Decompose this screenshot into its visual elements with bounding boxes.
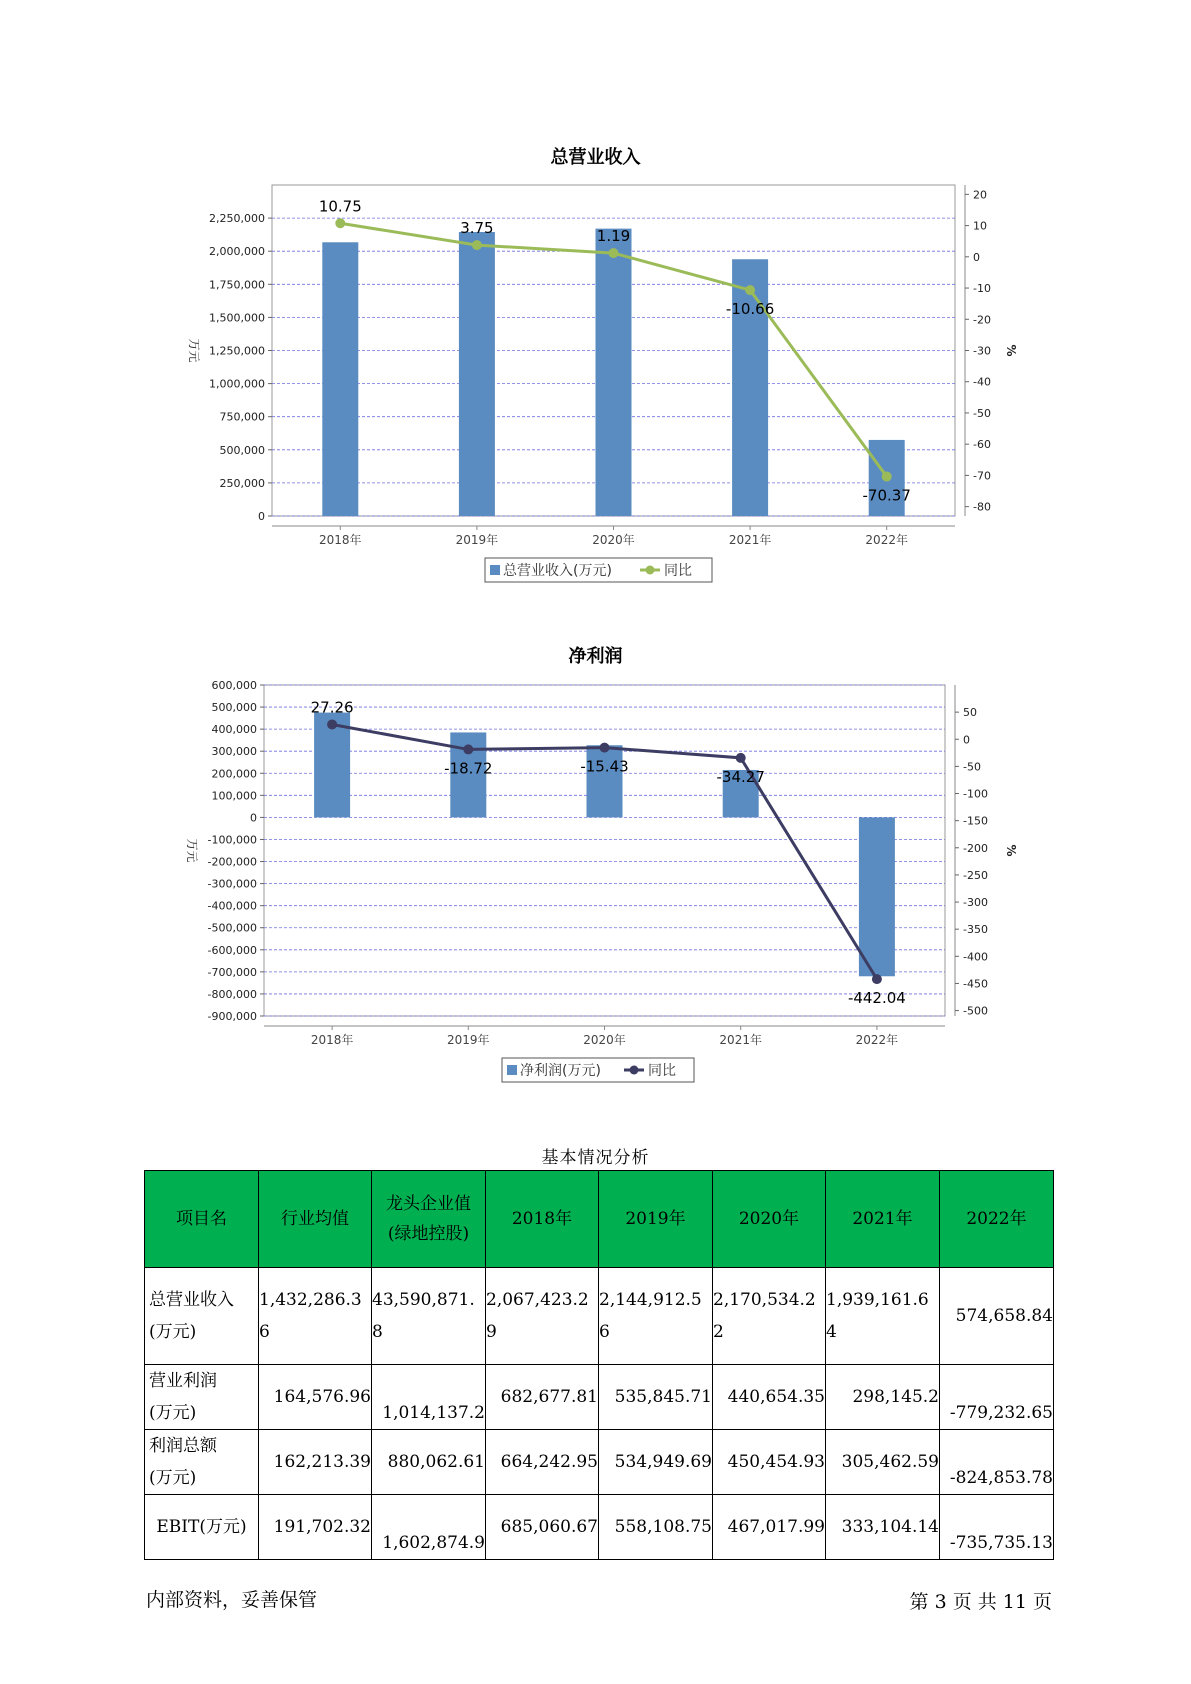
- y2-tick-label: -20: [973, 313, 991, 327]
- row-name-operating-profit: 营业利润 (万元): [145, 1365, 259, 1430]
- y-tick-label: 400,000: [211, 723, 257, 737]
- y2-tick-label: -50: [963, 760, 981, 774]
- yoy-point: [745, 285, 755, 295]
- y2-tick-label: -400: [963, 950, 988, 964]
- y-tick-label: -600,000: [207, 943, 257, 957]
- y-tick-label: -100,000: [207, 833, 257, 847]
- y-tick-label: -900,000: [207, 1010, 257, 1023]
- y2-tick-label: -350: [963, 923, 988, 937]
- y2-tick-label: 10: [973, 219, 987, 233]
- y2-tick-label: -60: [973, 438, 991, 452]
- y-tick-label: 1,000,000: [209, 377, 265, 391]
- y-tick-label: -200,000: [207, 855, 257, 869]
- x-tick-label: 2020年: [592, 533, 635, 547]
- y-tick-label: -300,000: [207, 877, 257, 891]
- y-tick-label: -800,000: [207, 987, 257, 1001]
- yoy-point: [463, 744, 473, 754]
- table-cell: 1,014,137.2: [372, 1365, 486, 1430]
- y2-tick-label: -150: [963, 814, 988, 828]
- legend-line-label: 同比: [664, 563, 692, 579]
- x-tick-label: 2021年: [728, 533, 772, 547]
- x-tick-label: 2019年: [447, 1033, 490, 1047]
- table-cell: 467,017.99: [713, 1495, 826, 1560]
- table-cell: 685,060.67: [486, 1495, 599, 1560]
- table-cell: 535,845.71: [599, 1365, 713, 1430]
- y-tick-label: 500,000: [219, 443, 265, 457]
- y2-tick-label: 0: [973, 250, 980, 264]
- yoy-data-label: 27.26: [310, 698, 354, 717]
- table-header-row: [145, 1171, 1054, 1268]
- y-axis-title: 万元: [185, 838, 199, 863]
- y2-tick-label: -450: [963, 977, 988, 991]
- y-tick-label: -400,000: [207, 899, 257, 913]
- header-industry-avg: 行业均值: [259, 1171, 372, 1268]
- header-item-name: 项目名: [145, 1171, 259, 1268]
- y-tick-label: 250,000: [219, 476, 265, 490]
- header-leader-value: 龙头企业值 (绿地控股): [372, 1171, 486, 1268]
- y2-tick-label: -40: [973, 375, 991, 389]
- bar: [322, 242, 358, 516]
- yoy-data-label: -442.04: [847, 989, 906, 1008]
- legend-bar-label: 总营业收入(万元): [503, 563, 612, 579]
- y2-axis-title: %: [1004, 344, 1018, 357]
- y2-tick-label: -30: [973, 344, 991, 358]
- legend-line-label: 同比: [648, 1063, 676, 1079]
- header-2018: 2018年: [486, 1171, 599, 1268]
- y-tick-label: 2,250,000: [209, 212, 265, 226]
- yoy-point: [872, 974, 882, 984]
- legend-bar-label: 净利润(万元): [520, 1063, 601, 1079]
- bar: [732, 259, 768, 516]
- y2-tick-label: 50: [963, 706, 977, 720]
- yoy-data-label: 1.19: [596, 227, 631, 246]
- y2-tick-label: 20: [973, 188, 987, 202]
- header-2022: 2022年: [940, 1171, 1054, 1268]
- table-row: [145, 1430, 1054, 1495]
- table-cell: -779,232.65: [940, 1365, 1054, 1430]
- y-tick-label: 2,000,000: [209, 245, 265, 259]
- row-name-ebit: EBIT(万元): [145, 1495, 259, 1560]
- table-cell: 574,658.84: [940, 1268, 1054, 1365]
- x-tick-label: 2018年: [310, 1033, 354, 1047]
- profit-chart: [0, 670, 1191, 1090]
- revenue-chart: [0, 170, 1191, 610]
- x-tick-label: 2022年: [865, 533, 908, 547]
- yoy-point: [327, 719, 337, 729]
- yoy-point: [882, 472, 892, 482]
- y-tick-label: 200,000: [211, 767, 257, 781]
- table-cell: 440,654.35: [713, 1365, 826, 1430]
- x-tick-label: 2018年: [319, 533, 362, 547]
- table-cell: -824,853.78: [940, 1430, 1054, 1495]
- x-tick-label: 2020年: [583, 1033, 626, 1047]
- yoy-point: [335, 218, 345, 228]
- bar: [459, 232, 495, 516]
- y-axis-title: 万元: [187, 338, 201, 363]
- y2-tick-label: -50: [973, 406, 991, 420]
- y-tick-label: 600,000: [211, 679, 257, 692]
- legend-line-marker: [646, 566, 655, 575]
- yoy-data-label: -70.37: [862, 486, 911, 505]
- bar: [587, 745, 623, 817]
- table-cell: 2,144,912.56: [599, 1268, 713, 1365]
- y-tick-label: 1,750,000: [209, 278, 265, 292]
- plot-area: [264, 685, 945, 1016]
- y-tick-label: 100,000: [211, 789, 257, 803]
- table-cell: 682,677.81: [486, 1365, 599, 1430]
- basic-analysis-table: [144, 1170, 1054, 1560]
- table-cell: 162,213.39: [259, 1430, 372, 1495]
- x-tick-label: 2022年: [855, 1033, 899, 1047]
- footer-page-number: 第 3 页 共 11 页: [909, 1591, 1052, 1613]
- y2-tick-label: -70: [973, 469, 991, 483]
- yoy-data-label: -10.66: [725, 300, 775, 319]
- chart-legend: [502, 1058, 694, 1082]
- profit-chart-title: 净利润: [568, 646, 623, 667]
- header-2020: 2020年: [713, 1171, 826, 1268]
- yoy-point: [609, 248, 619, 258]
- legend-bar-swatch: [490, 565, 500, 575]
- chart-legend: [485, 558, 712, 582]
- y-tick-label: -700,000: [207, 965, 257, 979]
- table-cell: 191,702.32: [259, 1495, 372, 1560]
- row-name-total-profit: 利润总额 (万元): [145, 1430, 259, 1495]
- table-cell: 450,454.93: [713, 1430, 826, 1495]
- bar: [859, 817, 895, 976]
- y2-tick-label: -10: [973, 282, 991, 296]
- table-cell: 880,062.61: [372, 1430, 486, 1495]
- y2-tick-label: -300: [963, 896, 988, 910]
- table-row: [145, 1365, 1054, 1430]
- table-caption: 基本情况分析: [541, 1148, 650, 1168]
- header-2019: 2019年: [599, 1171, 713, 1268]
- table-cell: 2,067,423.29: [486, 1268, 599, 1365]
- yoy-point: [736, 753, 746, 763]
- revenue-chart-title: 总营业收入: [550, 147, 641, 168]
- table-cell: 305,462.59: [826, 1430, 940, 1495]
- y-tick-label: 300,000: [211, 745, 257, 759]
- yoy-data-label: 10.75: [318, 197, 362, 216]
- x-tick-label: 2019年: [455, 533, 499, 547]
- table-cell: 164,576.96: [259, 1365, 372, 1430]
- table-cell: 298,145.2: [826, 1365, 940, 1430]
- legend-line-marker: [630, 1066, 639, 1075]
- yoy-point: [600, 743, 610, 753]
- yoy-data-label: -18.72: [444, 759, 493, 778]
- y2-tick-label: -100: [963, 787, 988, 801]
- y-tick-label: 1,250,000: [209, 344, 265, 358]
- table-cell: 664,242.95: [486, 1430, 599, 1495]
- y2-tick-label: -200: [963, 841, 988, 855]
- yoy-data-label: -34.27: [716, 767, 765, 786]
- yoy-point: [472, 240, 482, 250]
- y-tick-label: 0: [250, 811, 257, 825]
- table-cell: 558,108.75: [599, 1495, 713, 1560]
- yoy-data-label: 3.75: [460, 219, 494, 238]
- bar: [596, 229, 632, 516]
- y2-tick-label: -80: [973, 500, 991, 514]
- table-cell: 43,590,871.8: [372, 1268, 486, 1365]
- y-tick-label: 500,000: [211, 701, 257, 715]
- table-cell: 333,104.14: [826, 1495, 940, 1560]
- legend-bar-swatch: [507, 1065, 517, 1075]
- table-cell: -735,735.13: [940, 1495, 1054, 1560]
- table-row: [145, 1268, 1054, 1365]
- yoy-data-label: -15.43: [580, 757, 629, 776]
- y-tick-label: 750,000: [219, 410, 265, 424]
- y-tick-label: -500,000: [207, 921, 257, 935]
- table-cell: 534,949.69: [599, 1430, 713, 1495]
- y2-tick-label: 0: [963, 733, 970, 747]
- table-row: [145, 1495, 1054, 1560]
- footer-confidential-note: 内部资料，妥善保管: [146, 1589, 318, 1611]
- header-2021: 2021年: [826, 1171, 940, 1268]
- table-cell: 1,602,874.9: [372, 1495, 486, 1560]
- x-tick-label: 2021年: [719, 1033, 762, 1047]
- y-tick-label: 0: [258, 510, 265, 523]
- y2-tick-label: -500: [963, 1004, 988, 1018]
- row-name-revenue: 总营业收入 (万元): [145, 1268, 259, 1365]
- table-cell: 1,432,286.36: [259, 1268, 372, 1365]
- table-cell: 1,939,161.64: [826, 1268, 940, 1365]
- table-cell: 2,170,534.22: [713, 1268, 826, 1365]
- y2-tick-label: -250: [963, 868, 988, 882]
- y-tick-label: 1,500,000: [209, 311, 265, 325]
- y2-axis-title: %: [1004, 844, 1018, 857]
